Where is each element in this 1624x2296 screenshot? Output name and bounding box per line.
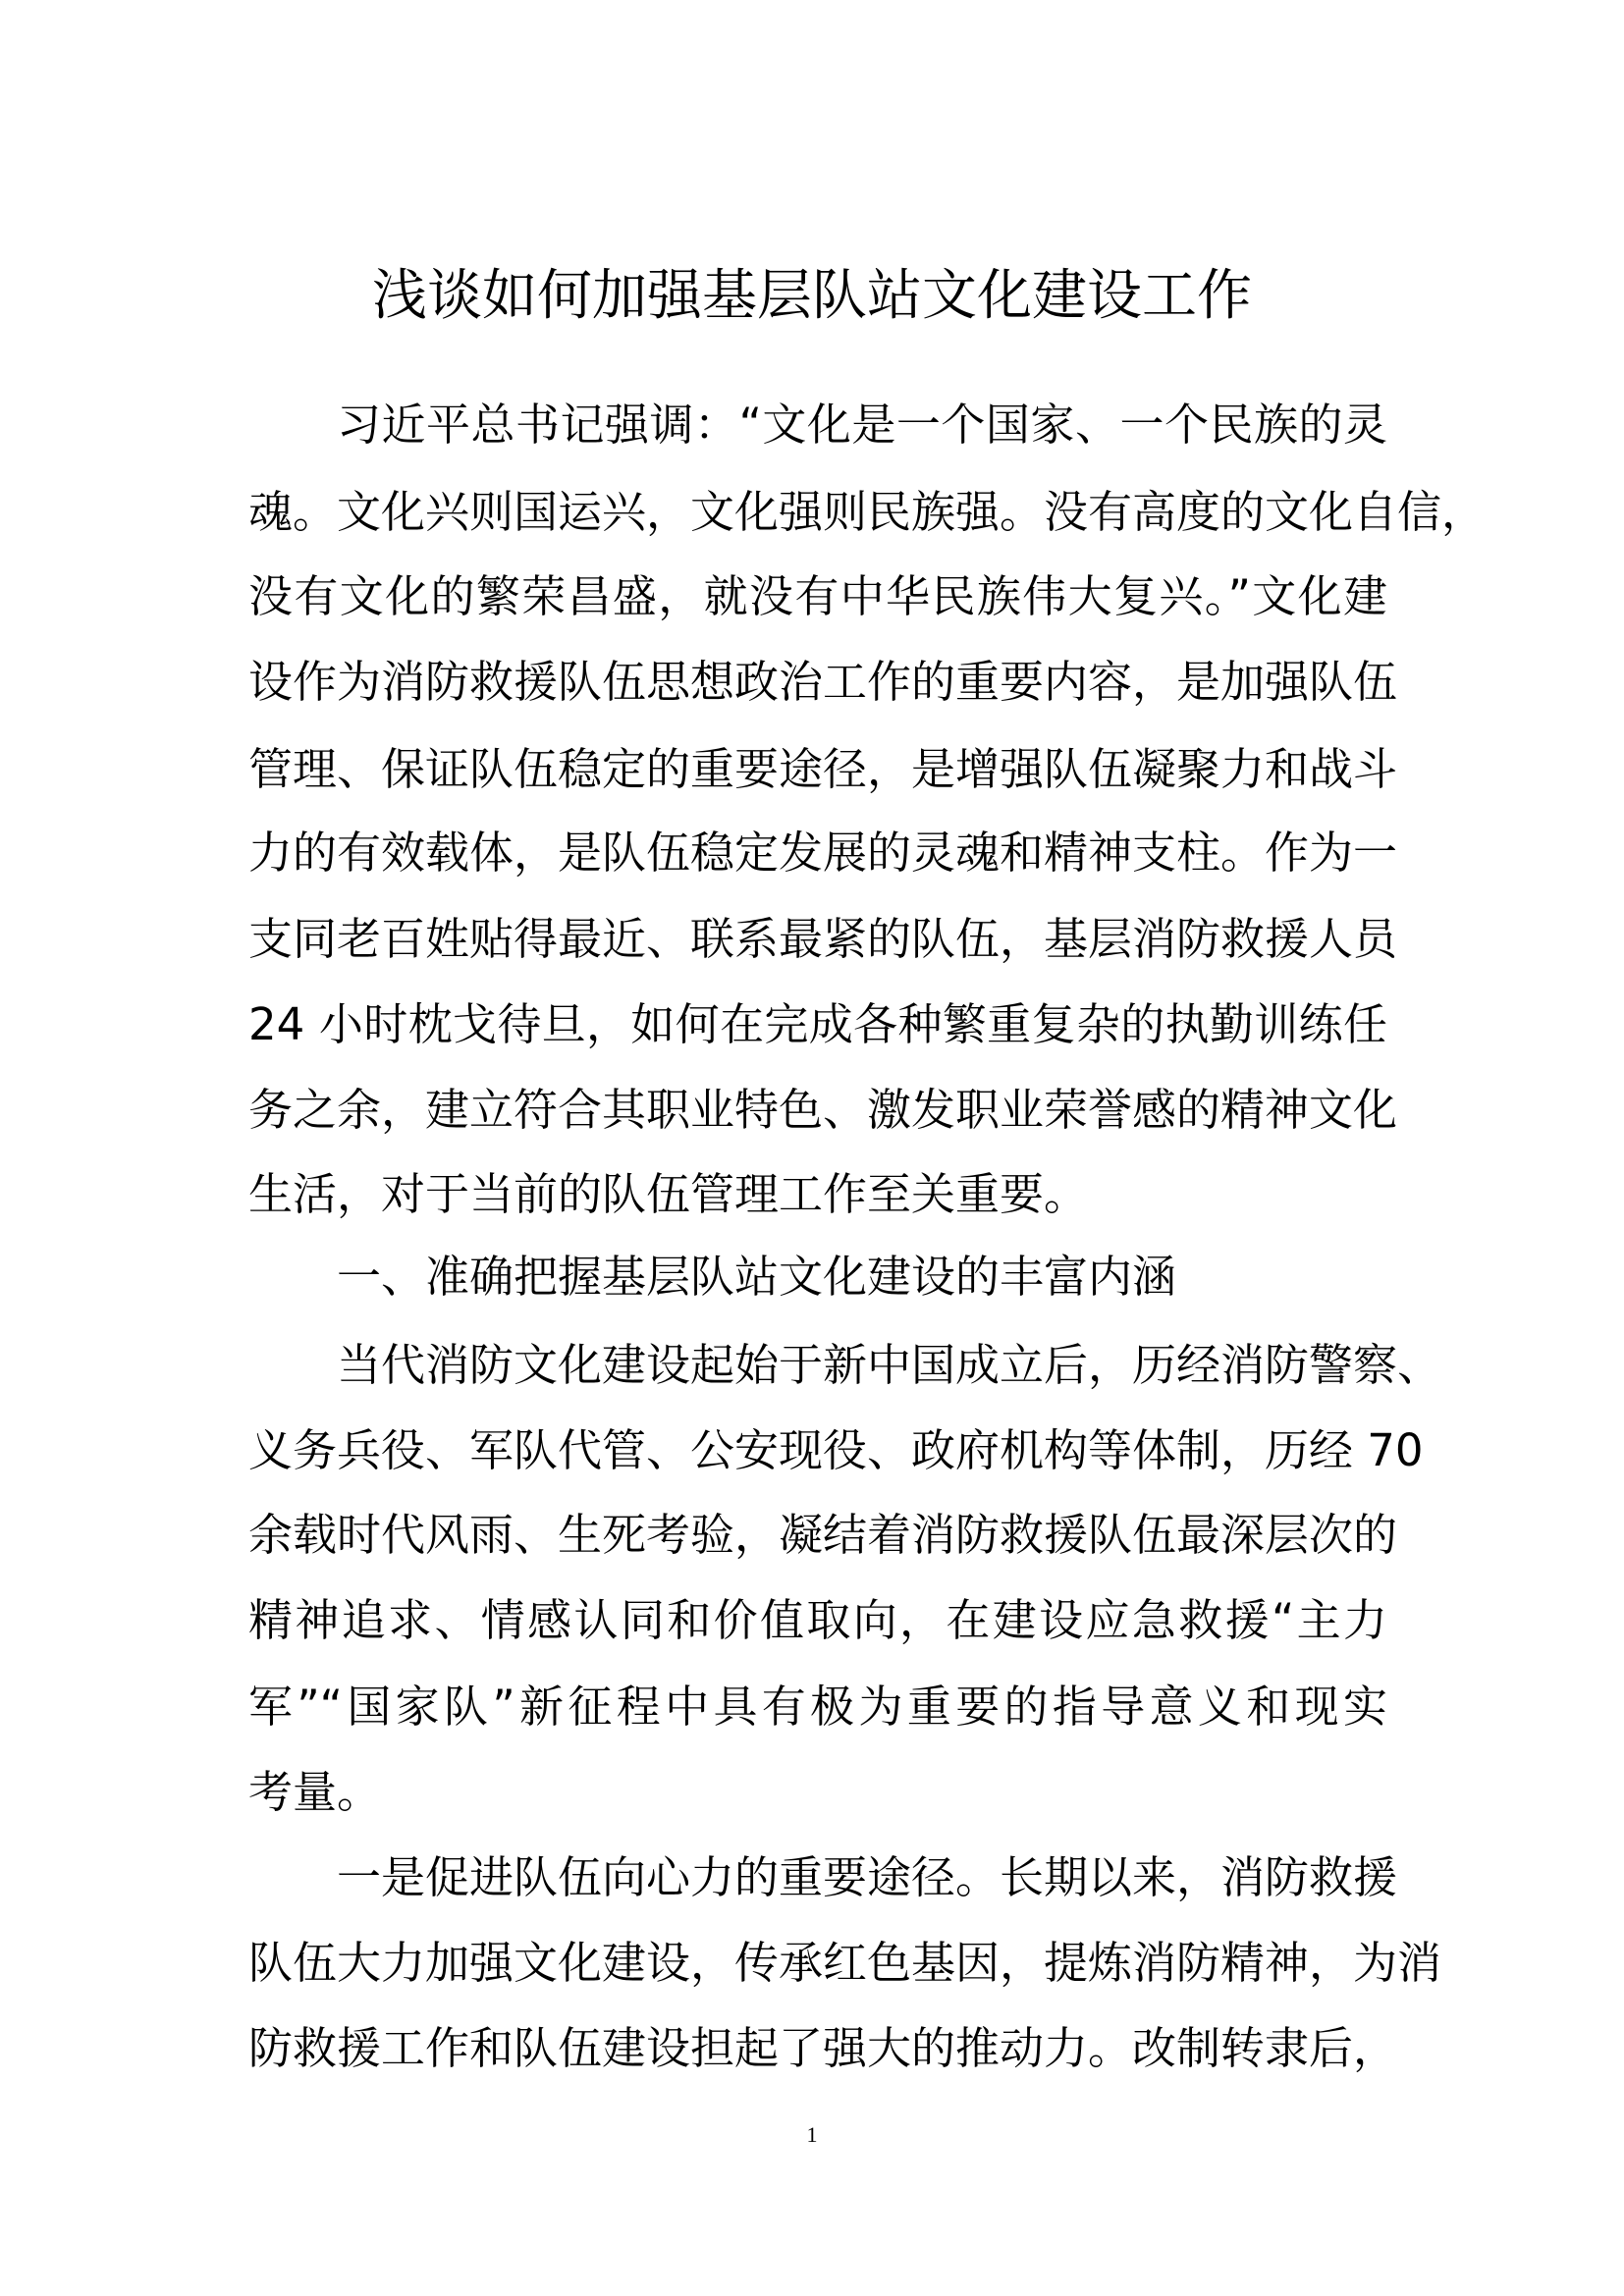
paragraph-2-line: 当代消防文化建设起始于新中国成立后，历经消防警察、 — [337, 1339, 1442, 1391]
paragraph-3-line: 防救援工作和队伍建设担起了强大的推动力。改制转隶后， — [248, 2022, 1398, 2074]
section-heading: 一、准确把握基层队站文化建设的丰富内涵 — [337, 1251, 1177, 1303]
paragraph-1-line: 设作为消防救援队伍思想政治工作的重要内容，是加强队伍 — [248, 656, 1398, 708]
paragraph-1-line: 力的有效载体，是队伍稳定发展的灵魂和精神支柱。作为一 — [248, 827, 1398, 879]
paragraph-2-line: 义务兵役、军队代管、公安现役、政府机构等体制，历经 70 — [248, 1424, 1424, 1476]
document-title: 浅谈如何加强基层队站文化建设工作 — [372, 264, 1252, 328]
paragraph-1-line: 魂。文化兴则国运兴，文化强则民族强。没有高度的文化自信， — [248, 486, 1487, 538]
paragraph-1-line: 支同老百姓贴得最近、联系最紧的队伍，基层消防救援人员 — [248, 913, 1398, 965]
paragraph-1-line: 务之余，建立符合其职业特色、激发职业荣誉感的精神文化 — [248, 1084, 1398, 1136]
paragraph-1-line: 习近平总书记强调：“文化是一个国家、一个民族的灵 — [337, 399, 1387, 451]
paragraph-2-line: 余载时代风雨、生死考验，凝结着消防救援队伍最深层次的 — [248, 1509, 1398, 1561]
paragraph-2-line: 考量。 — [248, 1766, 382, 1818]
paragraph-1-line: 生活，对于当前的队伍管理工作至关重要。 — [248, 1168, 1089, 1220]
paragraph-3-line: 一是促进队伍向心力的重要途径。长期以来，消防救援 — [337, 1851, 1398, 1903]
paragraph-2-line: 精神追求、情感认同和价值取向，在建设应急救援“主力 — [248, 1594, 1387, 1646]
paragraph-1-line: 没有文化的繁荣昌盛，就没有中华民族伟大复兴。”文化建 — [248, 570, 1387, 622]
paragraph-1-line: 管理、保证队伍稳定的重要途径，是增强队伍凝聚力和战斗 — [248, 743, 1398, 795]
paragraph-2-line: 军”“国家队”新征程中具有极为重要的指导意义和现实 — [248, 1681, 1387, 1733]
page-number: 1 — [806, 2122, 818, 2147]
paragraph-1-line: 24 小时枕戈待旦，如何在完成各种繁重复杂的执勤训练任 — [248, 998, 1387, 1050]
paragraph-3-line: 队伍大力加强文化建设，传承红色基因，提炼消防精神，为消 — [248, 1937, 1442, 1989]
